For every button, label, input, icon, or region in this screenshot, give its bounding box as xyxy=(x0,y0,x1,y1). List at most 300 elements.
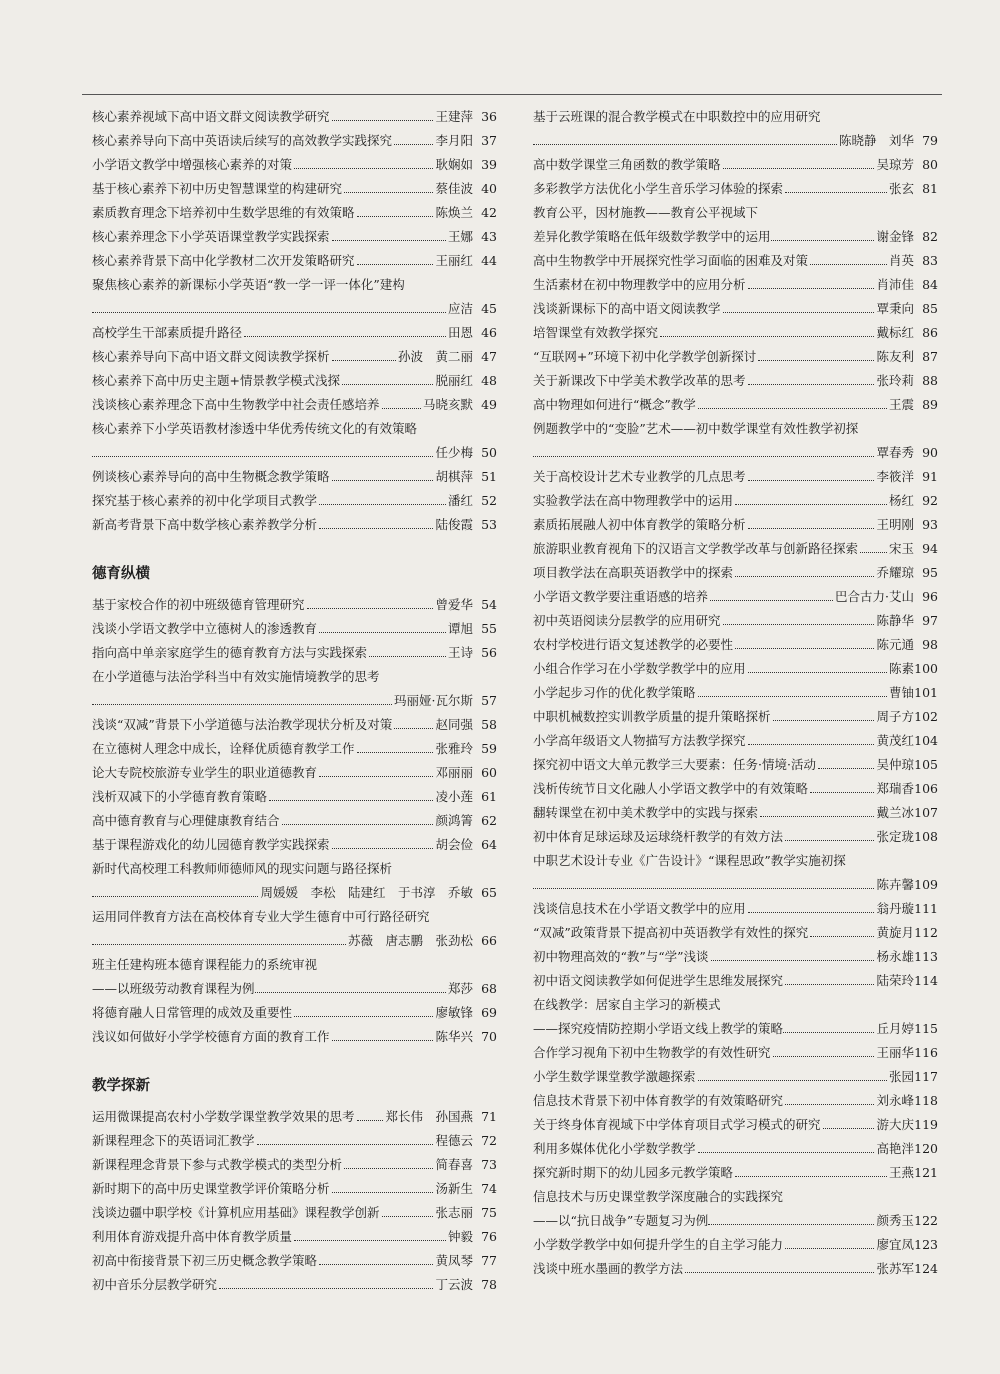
leader-dots xyxy=(92,704,392,705)
toc-entry xyxy=(533,245,938,269)
toc-entry xyxy=(533,1181,938,1229)
entry-page-number: 104 xyxy=(914,733,938,748)
leader-dots xyxy=(698,1152,875,1153)
toc-entry-line xyxy=(92,293,497,317)
leader-dots xyxy=(92,944,346,945)
toc-entry xyxy=(533,677,938,701)
leader-dots xyxy=(344,1168,433,1169)
entry-subtitle: ——以班级劳动教育课程为例 xyxy=(92,981,255,996)
entry-page-number: 116 xyxy=(914,1045,938,1060)
entry-author: 陆荣玲 xyxy=(876,973,914,988)
entry-title: 班主任建构班本德育课程能力的系统审视 xyxy=(92,957,318,972)
toc-entry-line xyxy=(92,1021,497,1045)
entry-page-number: 45 xyxy=(481,301,497,316)
toc-entry xyxy=(92,413,497,461)
leader-dots xyxy=(748,672,887,673)
entry-title: 核心素养视域下高中语文群文阅读教学研究 xyxy=(92,109,330,124)
entry-title: 教育公平，因材施教——教育公平视域下 xyxy=(533,205,759,220)
toc-entry-line xyxy=(533,773,938,797)
entry-title: 初中音乐分层教学研究 xyxy=(92,1277,218,1292)
toc-block-jiaoxue xyxy=(92,1101,497,1293)
toc-entry-line xyxy=(533,485,938,509)
entry-author: 陈焕兰 xyxy=(435,205,473,220)
entry-title: 基于云班课的混合教学模式在中职数控中的应用研究 xyxy=(533,109,821,124)
entry-author: 巴合古力·艾山 xyxy=(835,589,914,604)
entry-title: 核心素养理念下小学英语课堂教学实践探索 xyxy=(92,229,330,244)
leader-dots xyxy=(783,1032,874,1033)
leader-dots xyxy=(394,144,433,145)
toc-entry-line xyxy=(92,1245,497,1269)
entry-author: 覃春秀 xyxy=(876,445,914,460)
entry-author: 游大庆 xyxy=(876,1117,914,1132)
toc-entry xyxy=(533,509,938,533)
entry-author: 王丽红 xyxy=(435,253,473,268)
leader-dots xyxy=(319,1264,433,1265)
entry-page-number: 42 xyxy=(481,205,497,220)
entry-page-number: 106 xyxy=(914,781,938,796)
entry-author: 孙波 黄二丽 xyxy=(397,349,473,364)
leader-dots xyxy=(748,744,875,745)
entry-page-number: 72 xyxy=(481,1133,497,1148)
toc-entry xyxy=(533,749,938,773)
toc-column-right xyxy=(533,101,938,1277)
toc-entry-line xyxy=(92,125,497,149)
leader-dots xyxy=(785,192,887,193)
entry-title: 初高中衔接背景下初三历史概念教学策略 xyxy=(92,1253,318,1268)
entry-author: 吴仲琼 xyxy=(876,757,914,772)
entry-page-number: 115 xyxy=(914,1021,938,1036)
section-heading-jiaoxue: 教学探新 xyxy=(92,1078,150,1094)
toc-entry-line xyxy=(533,749,938,773)
toc-entry xyxy=(92,1197,497,1221)
entry-page-number: 43 xyxy=(481,229,497,244)
entry-title: 核心素养下小学英语教材渗透中华优秀传统文化的有效策略 xyxy=(92,421,418,436)
entry-page-number: 62 xyxy=(481,813,497,828)
entry-author: 陈元通 xyxy=(876,637,914,652)
toc-entry xyxy=(92,1173,497,1197)
entry-author: 郑瑞香 xyxy=(876,781,914,796)
entry-author: 简春喜 xyxy=(435,1157,473,1172)
entry-page-number: 124 xyxy=(914,1261,938,1276)
entry-title: 高校学生干部素质提升路径 xyxy=(92,325,243,340)
toc-entry-line xyxy=(533,917,938,941)
toc-entry-line xyxy=(92,341,497,365)
entry-author: 黄茂红 xyxy=(876,733,914,748)
toc-entry xyxy=(533,1229,938,1253)
toc-entry xyxy=(533,845,938,893)
toc-entry-line xyxy=(92,461,497,485)
entry-author: 王娜 xyxy=(447,229,473,244)
toc-entry xyxy=(92,101,497,125)
entry-page-number: 89 xyxy=(922,397,938,412)
leader-dots xyxy=(357,1120,384,1121)
toc-entry xyxy=(533,557,938,581)
leader-dots xyxy=(723,168,875,169)
toc-entry-line xyxy=(533,701,938,725)
entry-author: 王明刚 xyxy=(876,517,914,532)
leader-dots xyxy=(319,504,446,505)
entry-page-number: 64 xyxy=(481,837,497,852)
toc-entry-line xyxy=(92,781,497,805)
toc-entry xyxy=(92,1101,497,1125)
toc-entry-line xyxy=(533,581,938,605)
entry-page-number: 96 xyxy=(922,589,938,604)
toc-entry xyxy=(533,989,938,1037)
entry-title: 农村学校进行语文复述教学的必要性 xyxy=(533,637,734,652)
entry-author: 刘永峰 xyxy=(876,1093,914,1108)
entry-title: 论大专院校旅游专业学生的职业道德教育 xyxy=(92,765,318,780)
entry-author: 周子方 xyxy=(876,709,914,724)
toc-entry-line xyxy=(533,845,938,869)
toc-entry xyxy=(533,293,938,317)
entry-page-number: 78 xyxy=(481,1277,497,1292)
entry-page-number: 81 xyxy=(922,181,938,196)
entry-page-number: 49 xyxy=(481,397,497,412)
toc-entry-line xyxy=(533,821,938,845)
toc-entry-line xyxy=(92,1173,497,1197)
leader-dots xyxy=(342,384,434,385)
toc-entry-line xyxy=(533,557,938,581)
toc-entry-line xyxy=(92,245,497,269)
toc-entry xyxy=(533,965,938,989)
entry-page-number: 112 xyxy=(914,925,938,940)
entry-author: 张玲莉 xyxy=(876,373,914,388)
toc-entry-line xyxy=(92,317,497,341)
toc-entry-line xyxy=(92,1269,497,1293)
toc-entry-line xyxy=(533,125,938,149)
toc-entry xyxy=(533,1157,938,1181)
entry-page-number: 113 xyxy=(914,949,938,964)
toc-entry xyxy=(533,461,938,485)
leader-dots xyxy=(758,360,874,361)
toc-entry-line xyxy=(533,605,938,629)
entry-author: 田恩 xyxy=(447,325,473,340)
toc-entry-line xyxy=(533,1253,938,1277)
leader-dots xyxy=(319,776,433,777)
entry-author: 覃秉向 xyxy=(876,301,914,316)
leader-dots xyxy=(533,888,874,889)
leader-dots xyxy=(332,1192,434,1193)
entry-author: 苏薇 唐志鹏 张劲松 xyxy=(347,933,473,948)
toc-entry xyxy=(533,701,938,725)
entry-page-number: 36 xyxy=(481,109,497,124)
entry-title: 利用体育游戏提升高中体育教学质量 xyxy=(92,1229,293,1244)
entry-author: 乔耀琼 xyxy=(876,565,914,580)
toc-entry xyxy=(533,917,938,941)
entry-title: 探究新时期下的幼儿园多元教学策略 xyxy=(533,1165,734,1180)
entry-title: 在小学道德与法治学科当中有效实施情境教学的思考 xyxy=(92,669,380,684)
entry-title: 指向高中单亲家庭学生的德育教育方法与实践探索 xyxy=(92,645,368,660)
entry-page-number: 118 xyxy=(914,1093,938,1108)
toc-entry xyxy=(92,125,497,149)
header-rule xyxy=(82,94,942,95)
entry-title: 关于高校设计艺术专业教学的几点思考 xyxy=(533,469,746,484)
leader-dots xyxy=(735,648,874,649)
toc-entry-line xyxy=(533,101,938,125)
toc-entry xyxy=(533,413,938,461)
entry-title: 培智课堂有效教学探究 xyxy=(533,325,659,340)
leader-dots xyxy=(773,720,875,721)
toc-entry-line xyxy=(92,101,497,125)
entry-author: 王丽华 xyxy=(876,1045,914,1060)
entry-page-number: 60 xyxy=(481,765,497,780)
toc-entry xyxy=(92,461,497,485)
entry-title: 项目教学法在高职英语教学中的探索 xyxy=(533,565,734,580)
leader-dots xyxy=(332,848,434,849)
toc-entry xyxy=(533,821,938,845)
entry-author: 廖敏锋 xyxy=(435,1005,473,1020)
toc-column-left xyxy=(92,101,497,1293)
toc-entry xyxy=(533,341,938,365)
toc-entry-line xyxy=(92,925,497,949)
entry-author: 高艳泮 xyxy=(876,1141,914,1156)
entry-author: 周媛媛 李松 陆建红 于书淳 乔敏 xyxy=(260,885,473,900)
entry-page-number: 94 xyxy=(922,541,938,556)
leader-dots xyxy=(92,896,258,897)
leader-dots xyxy=(773,1056,875,1057)
toc-entry xyxy=(533,941,938,965)
entry-title: 例题教学中的“变脸”艺术——初中数学课堂有效性教学初探 xyxy=(533,421,859,436)
toc-entry xyxy=(92,1221,497,1245)
entry-page-number: 97 xyxy=(922,613,938,628)
entry-page-number: 71 xyxy=(481,1109,497,1124)
toc-entry-line xyxy=(92,149,497,173)
toc-entry xyxy=(92,245,497,269)
toc-entry xyxy=(533,197,938,245)
toc-entry-line xyxy=(92,413,497,437)
toc-block-right xyxy=(533,101,938,1277)
toc-entry-line xyxy=(533,893,938,917)
leader-dots xyxy=(771,240,875,241)
toc-entry xyxy=(92,805,497,829)
entry-author: 宋玉 xyxy=(888,541,914,556)
entry-page-number: 69 xyxy=(481,1005,497,1020)
toc-entry-line xyxy=(533,509,938,533)
entry-title: 浅议如何做好小学学校德育方面的教育工作 xyxy=(92,1029,330,1044)
entry-page-number: 86 xyxy=(922,325,938,340)
entry-page-number: 82 xyxy=(922,229,938,244)
toc-entry-line xyxy=(92,389,497,413)
leader-dots xyxy=(219,1288,433,1289)
toc-entry xyxy=(92,613,497,637)
entry-title: 信息技术背景下初中体育教学的有效策略研究 xyxy=(533,1093,784,1108)
entry-title: 浅谈信息技术在小学语文教学中的应用 xyxy=(533,901,746,916)
toc-entry-line xyxy=(92,709,497,733)
entry-page-number: 39 xyxy=(481,157,497,172)
toc-entry-line xyxy=(533,245,938,269)
entry-author: 张定珑 xyxy=(876,829,914,844)
toc-entry-line xyxy=(533,413,938,437)
entry-author: 脱丽红 xyxy=(435,373,473,388)
toc-entry-line xyxy=(533,797,938,821)
leader-dots xyxy=(748,912,875,913)
toc-entry xyxy=(92,509,497,533)
entry-author: 李月阳 xyxy=(435,133,473,148)
entry-page-number: 120 xyxy=(914,1141,938,1156)
toc-entry-line xyxy=(533,869,938,893)
leader-dots xyxy=(708,1224,874,1225)
entry-author: 蔡佳波 xyxy=(435,181,473,196)
entry-page-number: 123 xyxy=(914,1237,938,1252)
entry-page-number: 117 xyxy=(914,1069,938,1084)
toc-entry-line xyxy=(92,437,497,461)
leader-dots xyxy=(369,656,446,657)
leader-dots xyxy=(723,624,875,625)
toc-entry-line xyxy=(92,805,497,829)
toc-entry xyxy=(533,365,938,389)
entry-author: 张玄 xyxy=(888,181,914,196)
entry-title: 翻转课堂在初中美术教学中的实践与探索 xyxy=(533,805,759,820)
entry-title: 基于课程游戏化的幼儿园德育教学实践探索 xyxy=(92,837,330,852)
toc-entry xyxy=(533,1085,938,1109)
entry-title: 浅析传统节日文化融人小学语文教学中的有效策略 xyxy=(533,781,809,796)
entry-title: 核心素养导向下高中英语读后续写的高效教学实践探究 xyxy=(92,133,393,148)
entry-title: 聚焦核心素养的新课标小学英语“教一学一评一体化”建构 xyxy=(92,277,405,292)
entry-page-number: 65 xyxy=(481,885,497,900)
entry-title: 新课程理念下的英语词汇教学 xyxy=(92,1133,255,1148)
leader-dots xyxy=(294,1016,433,1017)
toc-entry-line xyxy=(92,589,497,613)
toc-entry xyxy=(533,1037,938,1061)
toc-entry-line xyxy=(533,1229,938,1253)
entry-author: 胡棋萍 xyxy=(435,469,473,484)
entry-title: 中职艺术设计专业《广告设计》“课程思政”教学实施初探 xyxy=(533,853,846,868)
toc-entry xyxy=(92,829,497,853)
entry-author: 谭旭 xyxy=(447,621,473,636)
entry-page-number: 85 xyxy=(922,301,938,316)
entry-author: 陈华兴 xyxy=(435,1029,473,1044)
toc-entry xyxy=(533,1253,938,1277)
entry-title: 浅谈中班水墨画的教学方法 xyxy=(533,1261,684,1276)
leader-dots xyxy=(660,336,874,337)
leader-dots xyxy=(748,384,875,385)
toc-entry xyxy=(533,1061,938,1085)
leader-dots xyxy=(810,936,874,937)
entry-title: 利用多媒体优化小学数学教学 xyxy=(533,1141,696,1156)
entry-page-number: 109 xyxy=(914,877,938,892)
entry-title: 生活素材在初中物理教学中的应用分析 xyxy=(533,277,746,292)
toc-entry xyxy=(92,197,497,221)
toc-entry xyxy=(533,269,938,293)
toc-block-core-literacy xyxy=(92,101,497,533)
entry-page-number: 50 xyxy=(481,445,497,460)
entry-author: 玛丽娅·瓦尔斯 xyxy=(394,693,473,708)
toc-entry-line xyxy=(533,677,938,701)
leader-dots xyxy=(748,288,875,289)
entry-page-number: 46 xyxy=(481,325,497,340)
leader-dots xyxy=(723,312,875,313)
entry-title: 基于核心素养下初中历史智慧课堂的构建研究 xyxy=(92,181,343,196)
toc-entry xyxy=(92,1125,497,1149)
toc-entry-line xyxy=(533,1037,938,1061)
leader-dots xyxy=(748,480,875,481)
toc-entry-line xyxy=(92,613,497,637)
entry-page-number: 54 xyxy=(481,597,497,612)
entry-author: 张园 xyxy=(888,1069,914,1084)
leader-dots xyxy=(818,768,875,769)
toc-entry-line xyxy=(533,1013,938,1037)
entry-page-number: 76 xyxy=(481,1229,497,1244)
toc-entry-line xyxy=(533,965,938,989)
toc-entry-line xyxy=(92,197,497,221)
entry-title: 在立德树人理念中成长，诠释优质德育教学工作 xyxy=(92,741,355,756)
entry-page-number: 108 xyxy=(914,829,938,844)
entry-page-number: 93 xyxy=(922,517,938,532)
entry-author: 陈素 xyxy=(888,661,914,676)
entry-title: 小学高年级语文人物描写方法教学探究 xyxy=(533,733,746,748)
toc-entry-line xyxy=(92,1197,497,1221)
entry-title: 基于家校合作的初中班级德育管理研究 xyxy=(92,597,305,612)
entry-title: 素质拓展融人初中体育教学的策略分析 xyxy=(533,517,746,532)
entry-title: 新时期下的高中历史课堂教学评价策略分析 xyxy=(92,1181,330,1196)
entry-page-number: 68 xyxy=(481,981,497,996)
entry-page-number: 74 xyxy=(481,1181,497,1196)
entry-author: 胡会俭 xyxy=(435,837,473,852)
entry-page-number: 73 xyxy=(481,1157,497,1172)
toc-entry-line xyxy=(533,1205,938,1229)
entry-title: 小学语文教学中增强核心素养的对策 xyxy=(92,157,293,172)
leader-dots xyxy=(319,528,433,529)
entry-author: 肖沛佳 xyxy=(876,277,914,292)
toc-entry xyxy=(92,269,497,317)
leader-dots xyxy=(785,984,874,985)
toc-entry xyxy=(92,341,497,365)
toc-entry-line xyxy=(533,437,938,461)
toc-entry xyxy=(533,317,938,341)
entry-page-number: 80 xyxy=(922,157,938,172)
toc-entry xyxy=(533,581,938,605)
entry-author: 戴标红 xyxy=(876,325,914,340)
toc-entry xyxy=(533,485,938,509)
section-heading-deyu: 德育纵横 xyxy=(92,566,150,582)
toc-entry xyxy=(92,901,497,949)
leader-dots xyxy=(785,1248,874,1249)
entry-page-number: 52 xyxy=(481,493,497,508)
leader-dots xyxy=(785,1104,874,1105)
entry-author: 李筱洋 xyxy=(876,469,914,484)
entry-author: 丘月婷 xyxy=(876,1021,914,1036)
leader-dots xyxy=(748,528,875,529)
entry-title: 运用同伴教育方法在高校体育专业大学生德育中可行路径研究 xyxy=(92,909,430,924)
entry-page-number: 107 xyxy=(914,805,938,820)
entry-title: 浅谈小学语文教学中立德树人的渗透教育 xyxy=(92,621,318,636)
toc-entry xyxy=(92,1149,497,1173)
entry-page-number: 105 xyxy=(914,757,938,772)
toc-entry-line xyxy=(92,637,497,661)
toc-entry-line xyxy=(92,757,497,781)
entry-author: 吴琼芳 xyxy=(876,157,914,172)
leader-dots xyxy=(760,816,874,817)
toc-entry-line xyxy=(533,629,938,653)
entry-author: 郑莎 xyxy=(447,981,473,996)
toc-entry-line xyxy=(533,269,938,293)
leader-dots xyxy=(710,600,833,601)
leader-dots xyxy=(282,824,434,825)
toc-entry-line xyxy=(92,1125,497,1149)
toc-entry xyxy=(92,589,497,613)
leader-dots xyxy=(394,728,433,729)
leader-dots xyxy=(533,456,874,457)
entry-author: 戴兰冰 xyxy=(876,805,914,820)
entry-author: 钟毅 xyxy=(447,1229,473,1244)
toc-entry-line xyxy=(533,653,938,677)
entry-page-number: 98 xyxy=(922,637,938,652)
toc-entry xyxy=(92,389,497,413)
leader-dots xyxy=(735,576,874,577)
entry-title: 小学起步习作的优化教学策略 xyxy=(533,685,696,700)
entry-title: 初中语文阅读教学如何促进学生思维发展探究 xyxy=(533,973,784,988)
entry-title: “互联网+”环境下初中化学教学创新探讨 xyxy=(533,349,757,364)
